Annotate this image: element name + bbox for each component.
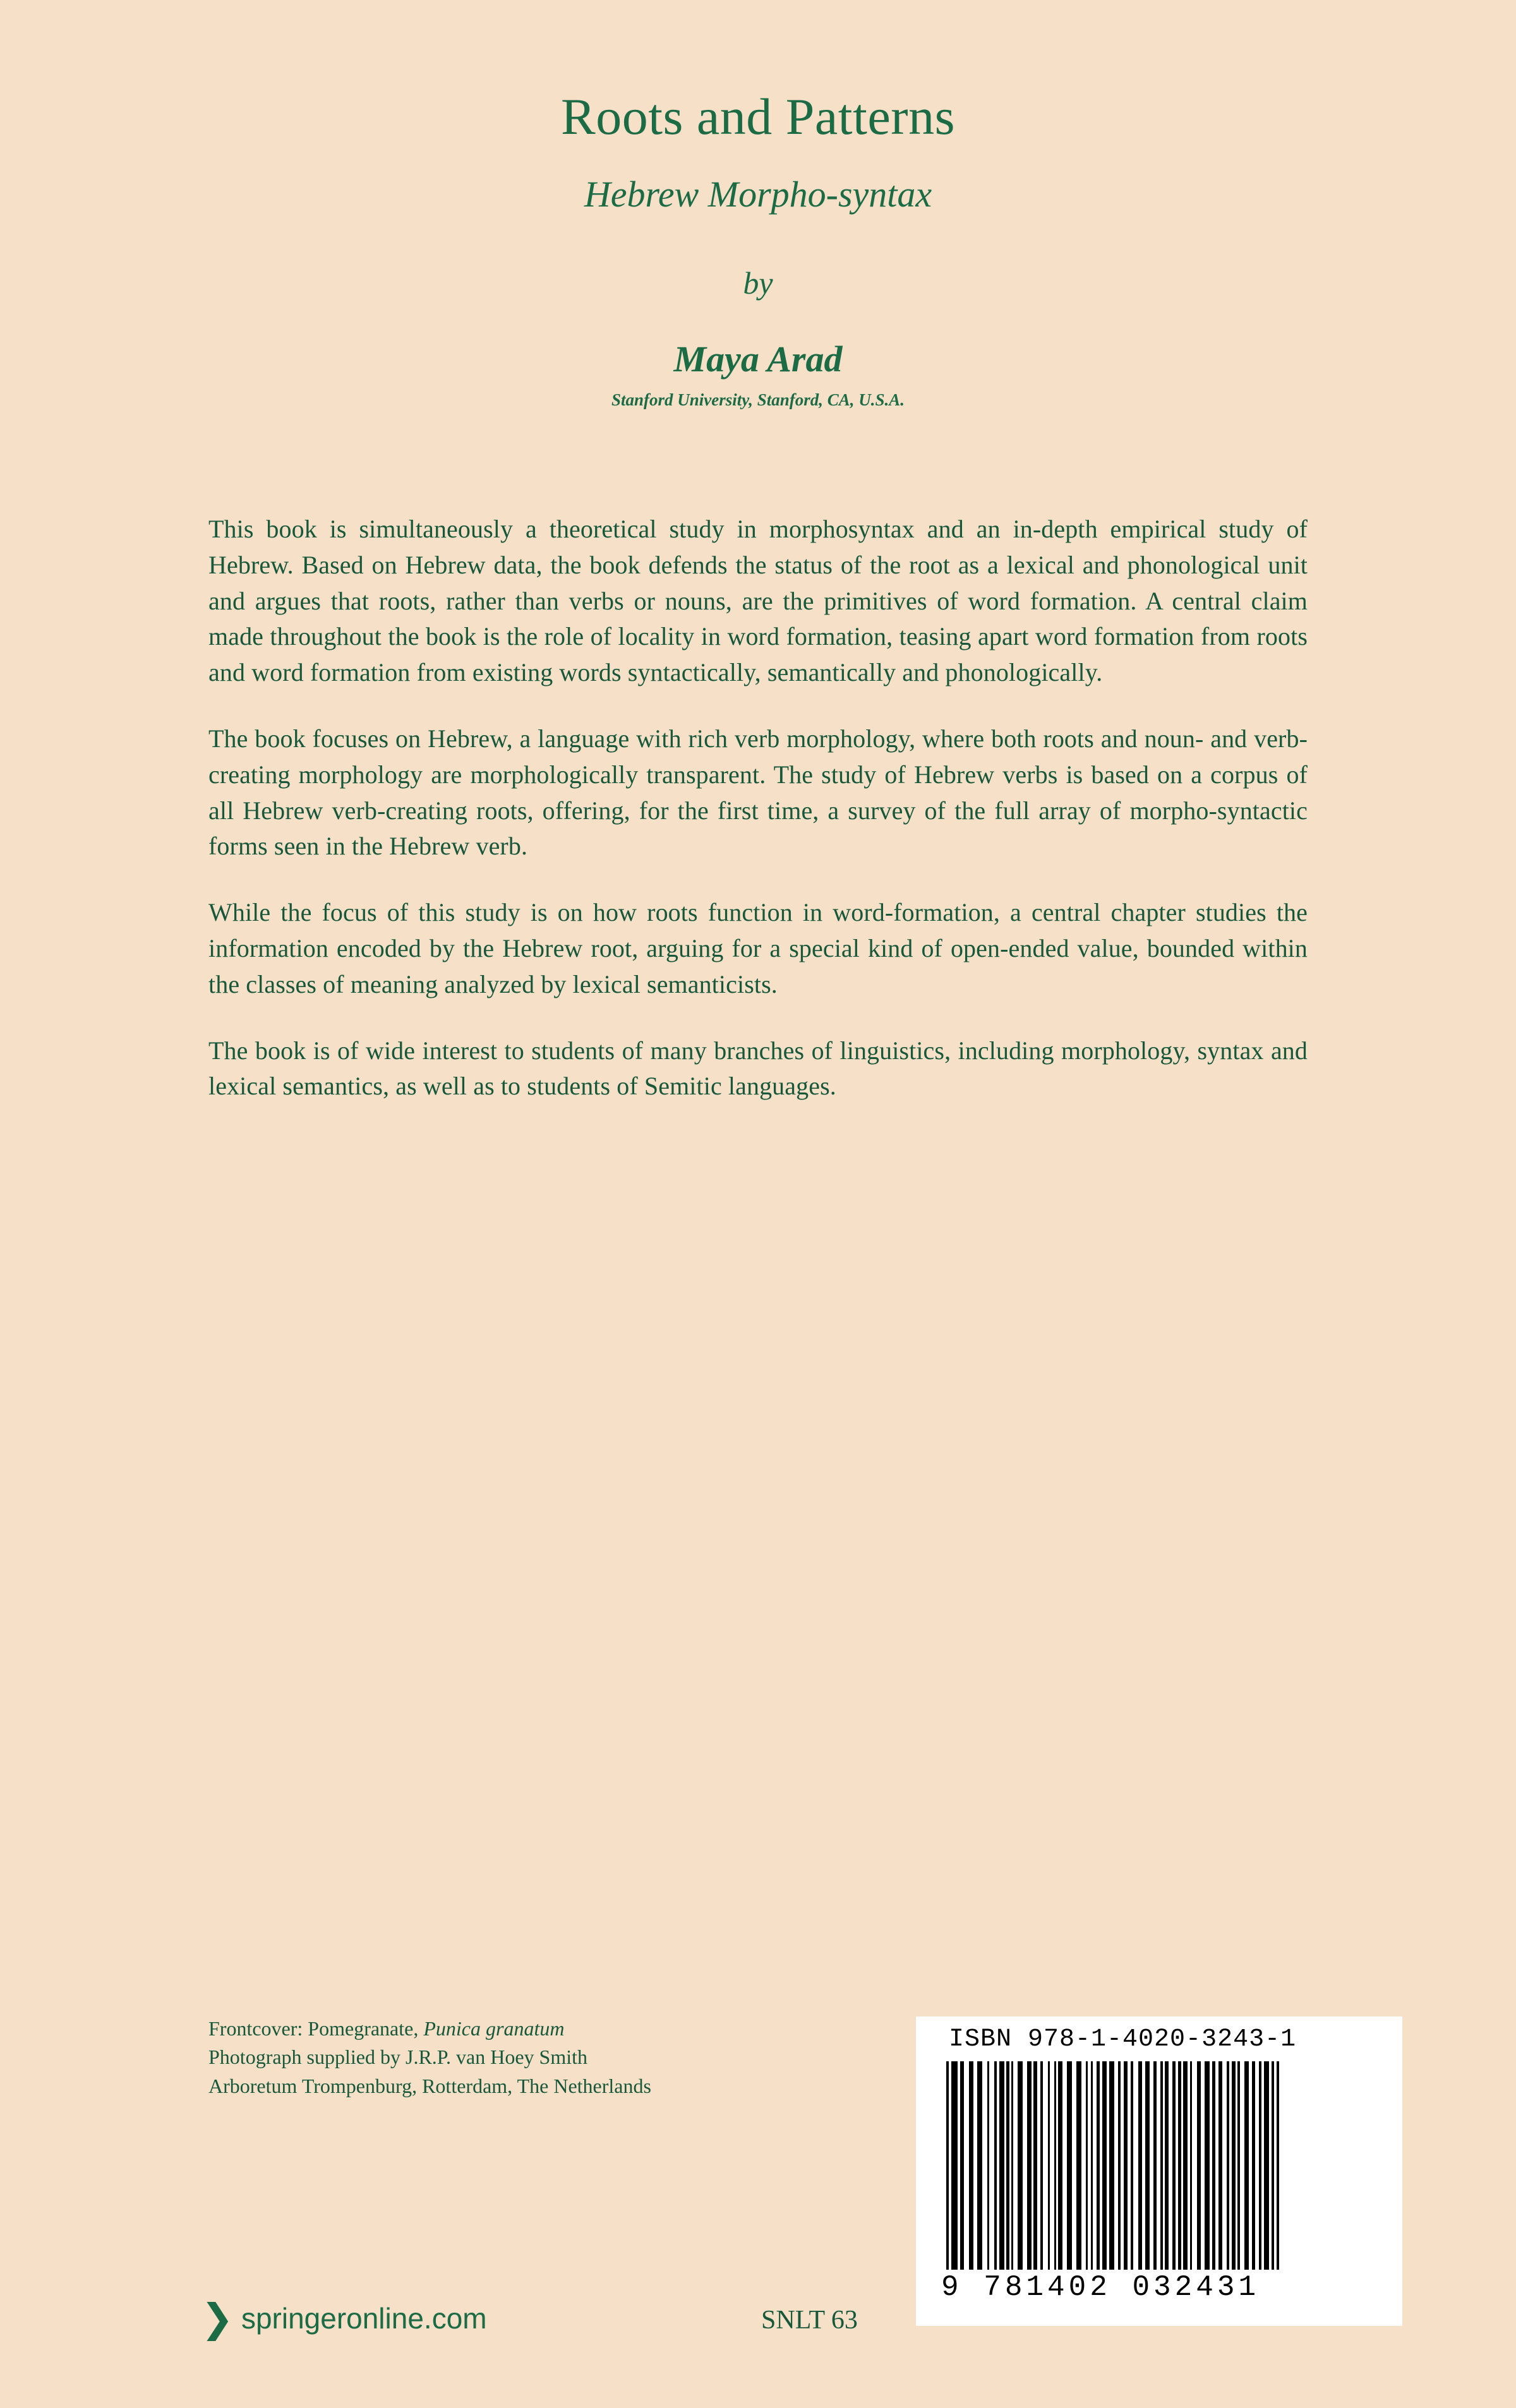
blurb-paragraph: This book is simultaneously a theoretical study in morphosyntax and an in-depth empirical study of Hebrew. Based on Hebrew data, the book defends the status of the root as a lexical and phonological unit and argues that roots, rather than verbs or nouns, are the primitives of word formation. A central claim made throughout the book is the role of locality in word formation, teasing apart word formation from roots and word formation from existing words syntactically, semantically and phonologically.	[208, 515, 1308, 687]
frontcover-credit	[208, 2015, 651, 2100]
blurb-text	[208, 512, 1308, 1105]
barcode-bars	[946, 2061, 1377, 2270]
title-block	[0, 0, 1516, 410]
isbn-barcode	[916, 2016, 1402, 2326]
credit-line-2: Photograph supplied by J.R.P. van Hoey Smith	[208, 2046, 588, 2069]
barcode-digits: 9 781402 032431	[941, 2271, 1260, 2304]
isbn-text: ISBN 978-1-4020-3243-1	[949, 2025, 1297, 2054]
springer-wordmark: springeronline.com	[241, 2302, 487, 2335]
blurb-paragraph: The book focuses on Hebrew, a language with rich verb morphology, where both roots and noun- and verb-creating morphology are morphologically transparent. The study of Hebrew verbs is based on a corpus of all Hebrew verb-creating roots, offering, for the first time, a survey of the full array of morpho-syntactic forms seen in the Hebrew verb.	[208, 724, 1308, 861]
by-label: by	[743, 265, 773, 301]
book-subtitle: Hebrew Morpho-syntax	[584, 174, 932, 215]
credit-line-1-prefix: Frontcover: Pomegranate,	[208, 2017, 424, 2040]
book-title: Roots and Patterns	[561, 88, 955, 145]
blurb-paragraph: While the focus of this study is on how roots function in word-formation, a central chapter studies the information encoded by the Hebrew root, arguing for a special kind of open-ended value, bounded within the classes of meaning analyzed by lexical semanticists.	[208, 898, 1308, 998]
blurb-paragraph: The book is of wide interest to students of many branches of linguistics, including morphology, syntax and lexical semantics, as well as to students of Semitic languages.	[208, 1036, 1308, 1101]
credit-line-1	[208, 2015, 651, 2043]
author-affiliation: Stanford University, Stanford, CA, U.S.A.	[611, 390, 905, 410]
credit-line-3: Arboretum Trompenburg, Rotterdam, The Netherlands	[208, 2074, 651, 2097]
springer-logo	[201, 2295, 487, 2341]
series-code: SNLT 63	[761, 2306, 858, 2335]
chevron-right-icon: ❯	[201, 2295, 234, 2341]
author-name: Maya Arad	[673, 338, 843, 380]
credit-line-1-species: Punica granatum	[423, 2017, 565, 2040]
